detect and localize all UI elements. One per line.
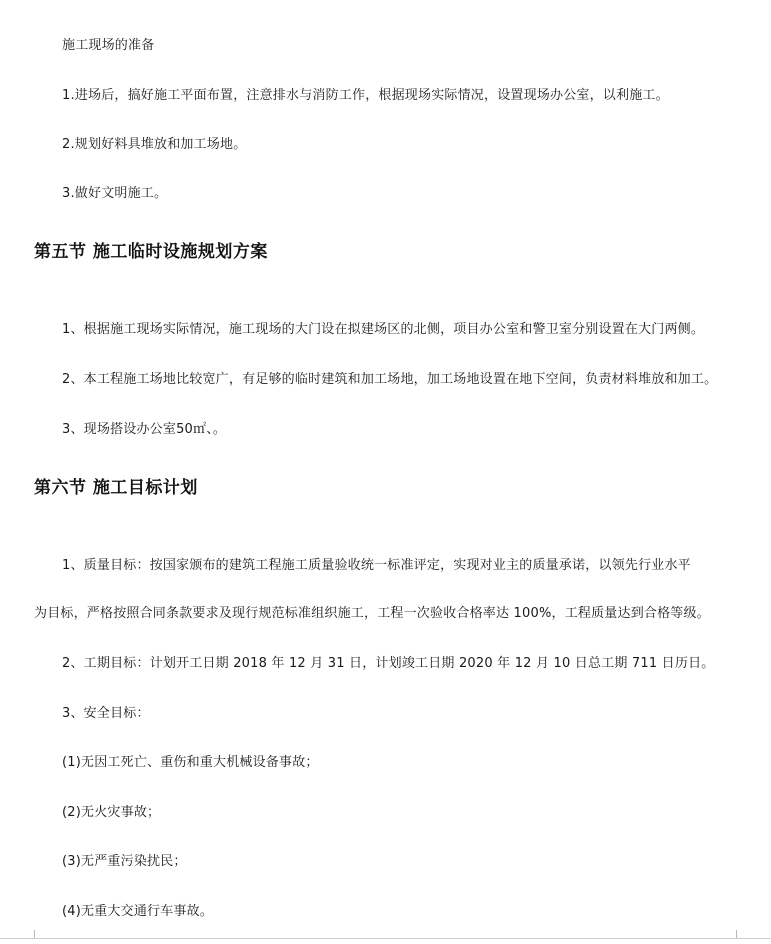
safety-goal-title: 3、安全目标： [62, 706, 150, 721]
schedule-goal: 2、工期目标：计划开工日期 2018 年 12 月 31 日，计划竣工日期 2020 年 12 月 10 日总工期 711 日历日。 [62, 656, 715, 671]
section5-heading: 第五节 施工临时设施规划方案 [34, 242, 268, 262]
section5-item-3: 3、现场搭设办公室50㎡、。 [62, 422, 227, 437]
page-corner-mark-right [736, 930, 771, 938]
intro-item-2: 2.规划好料具堆放和加工场地。 [62, 137, 247, 152]
quality-goal-line-1: 1、质量目标：按国家颁布的建筑工程施工质量验收统一标准评定，实现对业主的质量承诺，以领先行业水平 [62, 558, 691, 573]
quality-goal-line-2: 为目标，严格按照合同条款要求及现行规范标准组织施工，工程一次验收合格率达 100%，工程质量达到合格等级。 [34, 606, 710, 621]
safety-item-1: (1)无因工死亡、重伤和重大机械设备事故； [62, 755, 319, 770]
safety-item-3: (3)无严重污染扰民； [62, 854, 187, 869]
section5-item-1: 1、根据施工现场实际情况，施工现场的大门设在拟建场区的北侧，项目办公室和警卫室分别设置在大门两侧。 [62, 322, 705, 337]
safety-item-4: (4)无重大交通行车事故。 [62, 904, 214, 919]
safety-item-2: (2)无火灾事故； [62, 805, 161, 820]
section5-item-2: 2、本工程施工场地比较宽广，有足够的临时建筑和加工场地，加工场地设置在地下空间，负责材料堆放和加工。 [62, 372, 718, 387]
section6-heading: 第六节 施工目标计划 [34, 478, 198, 498]
intro-item-1: 1.进场后，搞好施工平面布置，注意排水与消防工作，根据现场实际情况，设置现场办公室，以利施工。 [62, 88, 669, 103]
page-bottom-rule [0, 938, 771, 939]
page-corner-mark-left [0, 930, 35, 938]
intro-title: 施工现场的准备 [62, 38, 155, 53]
intro-item-3: 3.做好文明施工。 [62, 186, 168, 201]
